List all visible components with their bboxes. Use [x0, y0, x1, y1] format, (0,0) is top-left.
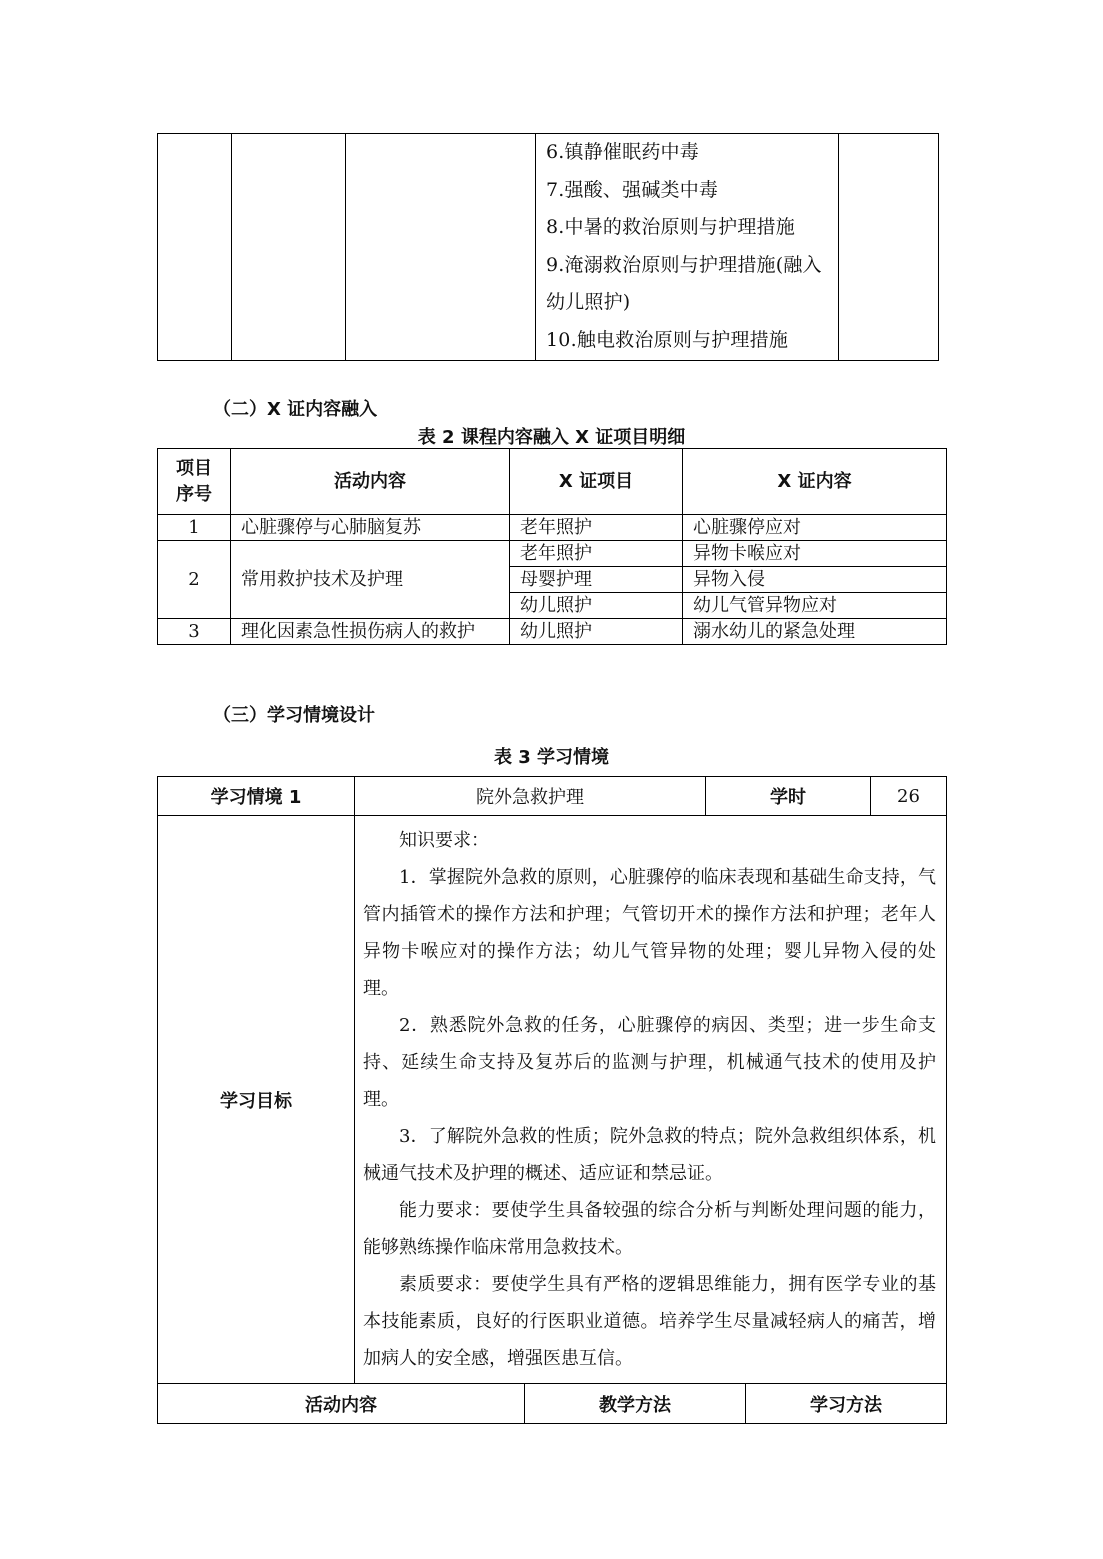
- row-no: 3: [158, 619, 231, 645]
- x-cert-table: [157, 448, 947, 645]
- table-2-caption: 表 2 课程内容融入 X 证项目明细: [417, 427, 686, 448]
- goal-paragraph: 2．熟悉院外急救的任务，心脏骤停的病因、类型；进一步生命支持、延续生命支持及复苏后的监测与护理，机械通气技术的使用及护理。: [363, 1015, 936, 1110]
- table-row: [158, 1384, 947, 1424]
- row-content: 心脏骤停应对: [683, 515, 947, 541]
- table-row: [158, 816, 947, 1384]
- table-row: [158, 515, 947, 541]
- row-project: 幼儿照护: [510, 619, 683, 645]
- table-row: [158, 541, 947, 567]
- table-row: [158, 134, 939, 361]
- list-item: 6.镇静催眠药中毒: [546, 141, 699, 163]
- row-content: 异物卡喉应对: [683, 541, 947, 567]
- topic-list-cell: [536, 134, 839, 361]
- list-item: 10.触电救治原则与护理措施: [546, 328, 789, 351]
- row-content: 异物入侵: [683, 567, 947, 593]
- goals-label: 学习目标: [158, 816, 355, 1384]
- table-cell: [346, 134, 536, 361]
- goal-paragraph: 3．了解院外急救的性质；院外急救的特点；院外急救组织体系，机械通气技术及护理的概述、适应证和禁忌证。: [363, 1126, 936, 1184]
- table-row: [158, 619, 947, 645]
- header-project: X 证项目: [510, 449, 683, 515]
- row-no: 2: [158, 541, 231, 619]
- section-heading-x-cert: （二）X 证内容融入: [213, 399, 378, 420]
- table-cell: [839, 134, 939, 361]
- row-activity: 常用救护技术及护理: [231, 541, 510, 619]
- hours-value: 26: [871, 777, 947, 816]
- header-no-text: 项目序号: [175, 457, 212, 505]
- row-content: 幼儿气管异物应对: [683, 593, 947, 619]
- goals-cell: [355, 816, 947, 1384]
- list-item: 8.中暑的救治原则与护理措施: [546, 216, 795, 238]
- list-item: 7.强酸、强碱类中毒: [546, 178, 719, 201]
- goal-paragraph: 素质要求：要使学生具有严格的逻辑思维能力，拥有医学专业的基本技能素质，良好的行医职业道德。培养学生尽量减轻病人的痛苦，增加病人的安全感，增强医患互信。: [363, 1274, 936, 1369]
- table-row: [158, 777, 947, 816]
- goal-paragraph: 能力要求：要使学生具备较强的综合分析与判断处理问题的能力，能够熟练操作临床常用急救技术。: [363, 1200, 936, 1258]
- row-activity: 心脏骤停与心肺脑复苏: [231, 515, 510, 541]
- footer-learning: 学习方法: [746, 1384, 947, 1424]
- goal-paragraph: 1．掌握院外急救的原则，心脏骤停的临床表现和基础生命支持，气管内插管术的操作方法和护理；气管切开术的操作方法和护理；老年人异物卡喉应对的操作方法；幼儿气管异物的处理；婴儿异物入侵的处理。: [363, 867, 936, 999]
- row-project: 老年照护: [510, 541, 683, 567]
- table-3-caption: 表 3 学习情境: [493, 747, 610, 768]
- row-project: 母婴护理: [510, 567, 683, 593]
- row-project: 老年照护: [510, 515, 683, 541]
- footer-teaching: 教学方法: [525, 1384, 746, 1424]
- situation-name: 院外急救护理: [355, 777, 706, 816]
- course-content-table-continued: [157, 133, 939, 361]
- footer-activity: 活动内容: [158, 1384, 525, 1424]
- list-item: 9.淹溺救治原则与护理措施(融入幼儿照护): [546, 253, 822, 313]
- table-header-row: [158, 449, 947, 515]
- section-heading-learning-situation: （三）学习情境设计: [213, 705, 375, 726]
- header-no: [158, 449, 231, 515]
- table-cell: [232, 134, 346, 361]
- row-content: 溺水幼儿的紧急处理: [683, 619, 947, 645]
- situation-label: 学习情境 1: [158, 777, 355, 816]
- header-activity: 活动内容: [231, 449, 510, 515]
- row-project: 幼儿照护: [510, 593, 683, 619]
- header-content: X 证内容: [683, 449, 947, 515]
- row-activity: 理化因素急性损伤病人的救护: [231, 619, 510, 645]
- table-cell: [158, 134, 232, 361]
- learning-situation-table: [157, 776, 947, 1424]
- hours-label: 学时: [706, 777, 871, 816]
- row-no: 1: [158, 515, 231, 541]
- goal-paragraph: 知识要求：: [399, 830, 489, 851]
